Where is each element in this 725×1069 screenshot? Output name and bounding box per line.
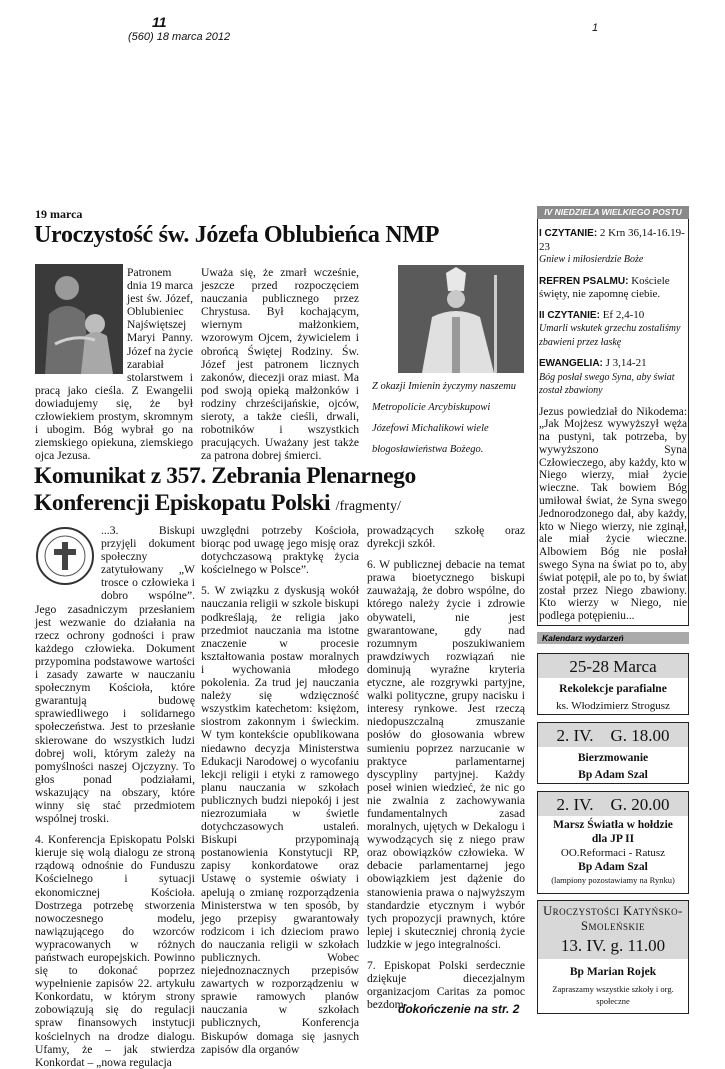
- event-march-of-light: [537, 791, 689, 894]
- event-person: Bp Adam Szal: [578, 861, 648, 873]
- event-person: Bp Adam Szal: [578, 769, 648, 781]
- article2-para4: 4. Konferencja Episkopatu Polski kieruje się wolą dialogu ze stroną rządową odnośnie do Funduszu Kościelnego i sytuacji ekonomicznej Kościoła. Dostrzega potrzebę stworzenia nowoczesnego modelu, nawiązującego do wzorców wypracowanych w różnych państwach europejskich. Powinno się to dokonać poprzez wypełnienie zapisów 22. artykułu Konkordatu, w którym strony zobowiązują się do regulacji spraw finansowych instytucji kościelnych na drodze dialogu. Ufamy, że – jak stwierdza Konkordat – „nowa regulacja: [35, 833, 195, 1069]
- event-title: Marsz Światła w hołdzie dla JP II: [553, 819, 673, 845]
- article2-title-text: Komunikat z 357. Zebrania Plenarnego Konferencji Episkopatu Polski: [34, 463, 416, 516]
- page-number: 1: [592, 22, 599, 34]
- article-date: 19 marca: [35, 207, 83, 221]
- first-reading-label: I CZYTANIE:: [539, 228, 598, 239]
- event-date: 13. IV. g. 11.00: [538, 936, 688, 959]
- event-title: Bierzmowanie: [577, 752, 649, 764]
- article1-text2: Uważa się, że zmarł wcześnie, jeszcze przed rozpoczęciem nauczania publicznego przez Chrystusa. Był kochającym, wiernym małżonkiem, wzorowym Ojcem, żywicielem i obrońcą Świętej Rodziny. Św. Józef jest patronem licznych zakonów, diecezji oraz miast. Ma pod swoją opieką małżonków i rodziny chrześcijańskie, ojców, sieroty, a także cieśli, drwali, robotników i wszystkich pracujących. Uważany jest także za patrona dobrej śmierci.: [201, 266, 359, 463]
- calendar-banner: Kalendarz wydarzeń: [537, 632, 689, 644]
- gospel-title: Bóg posłał swego Syna, aby świat został zbawiony: [539, 371, 675, 396]
- event-confirmation: [537, 722, 689, 784]
- article2-para6: 6. W publicznej debacie na temat prawa bioetycznego biskupi zauważają, że dobro wspólne, do którego należy życie i zdrowie obywateli, nie jest gwarantowane, gdy nad rozumnym poszukiwaniem prawdziwych rozwiązań nie dominują wyraźne kryteria etyczne, ale rozgrywki partyjne, walki polityczne, grupy nacisku i interesy rynkowe. Jest rzeczą niedopuszczalną zmuszanie posłów do głosowania wbrew sumieniu poprzez narzucanie w praktyce parlamentarnej dyscypliny partyjnej. Każdy poseł winien wiedzieć, że nic go nie zwalnia z zachowywania fundamentalnych zasad moralnych, ujętych w Dekalogu i wywodzących się z niego praw oraz obowiązków człowieka. W debacie parlamentarnej jego obowiązkiem jest dążenie do stanowienia prawa o najwyższym standardzie etycznym i wybór tych propozycji prawnych, które lepiej i skuteczniej chronią życie ludzkie w jego integralności.: [367, 558, 525, 951]
- psalm: [539, 275, 687, 301]
- psalm-label: REFREN PSALMU:: [539, 275, 629, 287]
- event-person: ks. Włodzimierz Strogusz: [556, 700, 670, 712]
- gospel: [539, 357, 687, 398]
- event-katyn-smolensk: [537, 900, 689, 1014]
- event-retreat: [537, 653, 689, 715]
- event-place: OO.Reformaci - Ratusz: [560, 847, 666, 859]
- article1-column1: [35, 266, 193, 462]
- article2-subtitle: /fragmenty/: [335, 499, 401, 514]
- issue-date: (560) 18 marca 2012: [128, 31, 231, 43]
- event-note: Zapraszamy wszystkie szkoły i org. społeczne: [552, 984, 674, 1006]
- gospel-ref: J 3,14-21: [605, 357, 647, 369]
- article2-column3: [367, 524, 525, 1011]
- article2-para5: 5. W związku z dyskusją wokół nauczania religii w szkole biskupi podkreślają, że religia jako przedmiot nauczania ma istotne znaczenie w procesie kształtowania postaw moralnych i wychowania młodego pokolenia. Za trud jej nauczania należy się wdzięczność wszystkim katechetom: księżom, siostrom zakonnym i świeckim. W tym kontekście opublikowana niedawno decyzja Ministerstwa Edukacji Narodowej o wycofaniu lekcji religii i etyki z ramowego planu nauczania w szkołach publicznych budzi niepokój i jest niezrozumiała w świetle dotychczasowych ustaleń. Biskupi przypominają postanowienia Konstytucji RP, zapisy konkordatowe oraz Ustawę o systemie oświaty i apelują o zmianę rozporządzenia Ministerstwa w ten sposób, by jego przepisy gwarantowały rodzicom i ich dzieciom prawo do nauczania religii w szkołach publicznych. Wobec niejednoznacznych przepisów zawartych w rozporządzeniu w sprawie ramowych planów nauczania w szkołach publicznych, Konferencja Biskupów domaga się jasnych zapisów dla organów: [201, 584, 359, 1056]
- article2-para3: ...3. Biskupi przyjęli dokument społeczny zatytułowany „W trosce o człowieka i dobro wspólne”. Jego zasadniczym przesłaniem jest wezwanie do działania na rzecz ochrony godności i praw każdego człowieka. Dokument przypomina podstawowe wartości i zasady zawarte w nauczaniu społecznym Kościoła, które gwarantują budowę sprawiedliwego i solidarnego społeczeństwa. Jest to przesłanie skierowane do wszystkich ludzi dobrej woli, którym zależy na pomyślności naszej Ojczyzny. To głos ponad podziałami, wskazujący na obszary, które winny się stać przedmiotem wspólnej troski.: [35, 524, 195, 826]
- first-reading-ref: 2 Krn 36,14-16.19-23: [539, 227, 685, 253]
- first-reading: [539, 227, 687, 267]
- readings-banner: IV NIEDZIELA WIELKIEGO POSTU: [537, 206, 689, 219]
- gospel-text: Jezus powiedział do Nikodema: „Jak Mojżesz wywyższył węża na pustyni, tak potrzeba, by wywyższono Syna Człowieczego, aby każdy, kto w Niego wierzy, miał życie wieczne. Tak bowiem Bóg umiłował świat, że Syna swego Jednorodzonego dał, aby każdy, kto w Niego wierzy, nie zginął, ale miał życie wieczne. Albowiem Bóg nie posłał swego Syna na świat po to, aby świat potępił, ale po to, by świat został przez Niego zbawiony. Kto wierzy w Niego, nie podlega potępieniu...: [539, 405, 687, 623]
- event-date: 2. IV. G. 20.00: [538, 792, 688, 816]
- event-person: Bp Marian Rojek: [569, 966, 657, 978]
- first-reading-title: Gniew i miłosierdzie Boże: [539, 254, 644, 265]
- archbishop-photo: [398, 265, 524, 373]
- second-reading-title: Umarli wskutek grzechu zostaliśmy zbawieni przez łaskę: [539, 323, 681, 348]
- event-title: Rekolekcje parafialne: [559, 683, 667, 695]
- article1-column2: [201, 266, 359, 462]
- issue-number: 11: [152, 14, 167, 30]
- event-date: 2. IV. G. 18.00: [538, 723, 688, 747]
- gospel-label: EWANGELIA:: [539, 358, 603, 369]
- event-date: 25-28 Marca: [538, 654, 688, 678]
- article2-para4-cont: uwzględni potrzeby Kościoła, biorąc pod uwagę jego misję oraz dotychczasową praktykę życia kościelnego w Polsce”.: [201, 524, 359, 577]
- second-reading: [539, 309, 687, 350]
- article1-text1: Patronem dnia 19 marca jest św. Józef, Oblubieniec Najświętszej Maryi Panny. Józef na życie zarabiał stolarstwem i pracą jako cieśla. Z Ewangelii dowiadujemy się, że był człowiekiem prostym, skromnym i ubogim. Bóg wybrał go na ziemskiego opiekuna, ziemskiego ojca Jezusa.: [35, 266, 193, 463]
- second-reading-label: II CZYTANIE:: [539, 309, 600, 321]
- article2-title: [34, 463, 534, 520]
- readings-content: [539, 227, 687, 631]
- article1-title: Uroczystość św. Józefa Oblubieńca NMP: [34, 222, 440, 248]
- article2-para7: 7. Episkopat Polski serdecznie dziękuje diecezjalnym organizacjom Caritas za pomoc bezdom-: [367, 959, 525, 1012]
- article2-column2: [201, 524, 359, 1056]
- event-note: (lampiony pozostawiamy na Rynku): [551, 875, 675, 885]
- photo-caption: Z okazji Imienin życzymy naszemu Metropolicie Arcybiskupowi Józefowi Michalikowi wiele błogosławieństwa Bożego.: [372, 381, 517, 455]
- second-reading-ref: Ef 2,4-10: [602, 308, 645, 321]
- article2-column1: [35, 524, 195, 1069]
- continued-link[interactable]: dokończenie na str. 2: [398, 1002, 520, 1016]
- article2-para5-cont: prowadzących szkołę oraz dyrekcji szkół.: [367, 524, 525, 551]
- psalm-text: Kościele święty, nie zapomnę ciebie.: [539, 274, 670, 300]
- event-heading: Uroczystości Katyńsko-Smoleńskie: [538, 901, 688, 936]
